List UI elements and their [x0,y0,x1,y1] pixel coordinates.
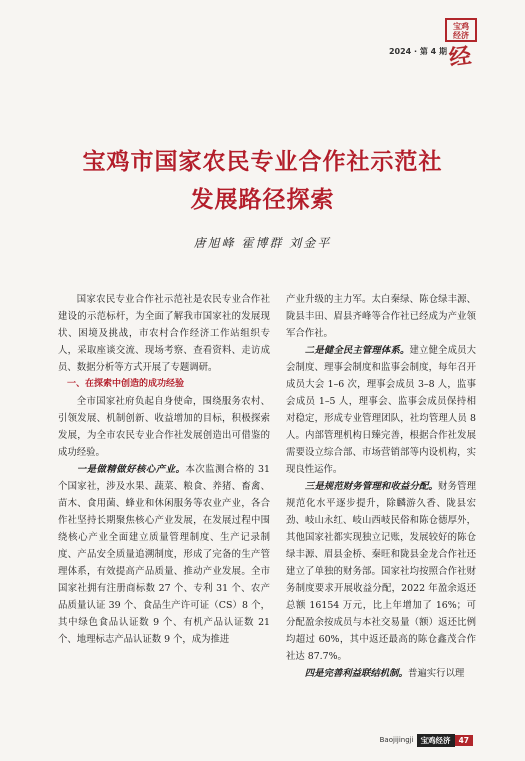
article-title-line1: 宝鸡市国家农民专业合作社示范社 [82,148,443,175]
point-3-paragraph [286,478,476,665]
point-4-paragraph [286,665,476,682]
logo-script-glyph: 经 [447,42,473,72]
left-column [58,291,270,648]
page-footer [380,733,473,747]
footer-pinyin: Baojijingji [379,736,414,744]
point-4-lead: 四是完善利益联结机制。 [304,668,408,679]
point-4-body: 普遍实行以理 [407,668,465,679]
magazine-logo [445,18,477,72]
point-1-body: 本次监测合格的 31 个国家社，涉及水果、蔬菜、粮食、养猪、畜禽、苗木、食用菌、蜂业和休闲服务等农业产业，各合作社坚持长期聚焦核心产业发展，在发展过程中围绕核心产业全面建立质量管理制度、生产记录制度、产品安全质量追溯制度，形成了完备的生产管理体系，有效提高产品质量、推动产业发展。全市国家社拥有注册商标数 27 个、专利 31 个、农产品质量认证 39 个、食品生产许可证（CS）8 个，其中绿色食品认证数 9 个、有机产品认证数 21 个、地理标志产品认证数 9 个，成为推进 [58,464,270,645]
point-2-body: 建立健全成员大会制度、理事会制度和监事会制度，每年召开成员大会 1–6 次，理事会成员 3–8 人，监事会成员 1–5 人，理事会、监事会成员保持相对稳定，形成专业管理团队，社均管理人员 8 人。内部管理机构日臻完善，根据合作社发展需要设立综合部、市场营销部等内设机构，实现良性运作。 [286,345,476,475]
intro-paragraph: 国家农民专业合作社示范社是农民专业合作社建设的示范标杆，为全面了解我市国家社的发展现状、困境及挑战，市农村合作经济工作站组织专人，采取座谈交流、现场考察、查看资料、走访成员、数据分析等方式开展了专题调研。 [58,294,270,373]
point-3-body: 财务管理规范化水平逐步提升，除麟游久香、陇县宏劲、岐山永红、岐山西岐民俗和陈仓德厚外，其他国家社都实现独立记账，发展较好的陈仓绿丰源、眉县金桥、秦旺和陇县金龙合作社还建立了单独的财务部。国家社均按照合作社财务制度要求开展收益分配，2022 年盈余返还总额 16154 万元，比上年增加了 16%；可分配盈余按成员与本社交易量（额）返还比例均超过 60%，其中返还最高的陈仓鑫茂合作社达 87.7%。 [286,481,476,662]
issue-label: 2024 · 第 4 期 [388,47,447,56]
logo-box [445,18,477,42]
point-2-lead: 二是健全民主管理体系。 [304,345,410,356]
continued-paragraph: 产业升级的主力军。太白秦绿、陈仓绿丰源、陇县丰田、眉县齐峰等合作社已经成为产业领军合作社。 [286,294,476,339]
section-heading-1: 一、在探索中创造的成功经验 [67,379,185,389]
point-1-paragraph [58,461,270,648]
right-column [286,291,476,682]
logo-text-bottom: 经济 [453,31,469,40]
logo-text-top: 宝鸡 [453,22,469,31]
footer-publication-name: 宝鸡经济 [417,734,455,747]
point-3-lead: 三是规范财务管理和收益分配。 [304,481,439,492]
article-authors: 唐旭峰 霍博群 刘金平 [193,236,332,250]
article-title-line2: 发展路径探索 [190,186,335,213]
page-number: 47 [455,735,473,746]
section1-intro: 全市国家社府负起自身使命，围绕服务农村、引领发展、机制创新、收益增加的目标，积极探索发展，为全市农民专业合作社发展创造出可借鉴的成功经验。 [58,396,270,458]
point-2-paragraph [286,342,476,478]
point-1-lead: 一是做精做好核心产业。 [76,464,186,475]
